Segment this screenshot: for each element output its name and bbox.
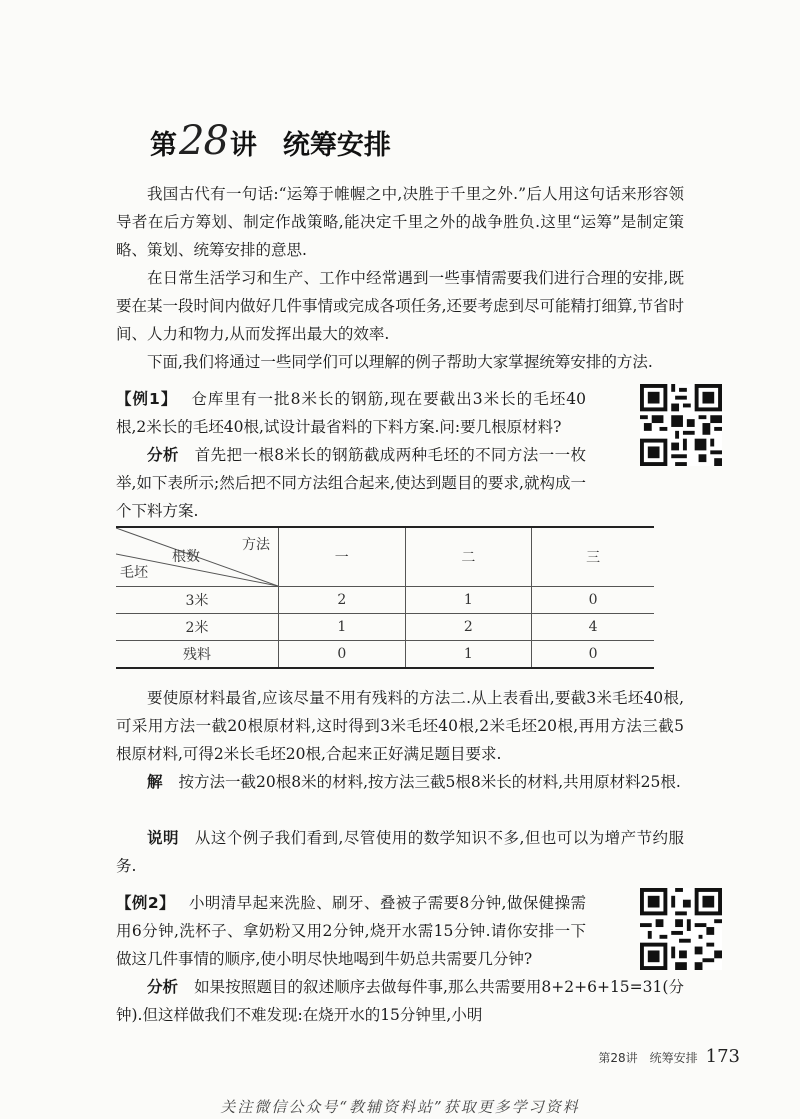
example1-analysis-text: 首先把一根8米长的钢筋截成两种毛坯的不同方法一一枚举,如下表所示;然后把不同方法组合起来,使达到题目的要求,就构成一个下料方案.: [116, 446, 586, 520]
example2-analysis: [116, 973, 684, 1029]
lecture-name: 统筹安排: [282, 130, 391, 161]
column-header-method-1: 一: [279, 527, 406, 587]
corner-method-label: 方法: [242, 537, 270, 553]
solution-label: 解: [147, 773, 163, 791]
footer-section: 第28讲 统筹安排: [598, 1051, 698, 1065]
note-text: 从这个例子我们看到,尽管使用的数学知识不多,但也可以为增产节约服务.: [116, 829, 684, 875]
intro-paragraph-1: 我国古代有一句话:“运筹于帷幄之中,决胜于千里之外.”后人用这句话来形容领导者在后方筹划、制定作战策略,能决定千里之外的战争胜负.这里“运筹”是制定策略、策划、统筹安排的意思.: [116, 185, 684, 259]
example1-text: 仓库里有一批8米长的钢筋,现在要截出3米长的毛坯40根,2米长的毛坯40根,试设计最省料的下料方案.问:要几根原材料?: [116, 390, 586, 436]
intro-paragraph-2: 在日常生活学习和生产、工作中经常遇到一些事情需要我们进行合理的安排,既要在某一段时间内做好几件事情或完成各项任务,还要考虑到尽可能精打细算,节省时间、人力和物力,从而发挥出最大的效率.: [116, 269, 684, 343]
example2-text: 小明清早起来洗脸、刷牙、叠被子需要8分钟,做保健操需用6分钟,洗杯子、拿奶粉又用2分钟,烧开水需15分钟.请你安排一下做这几件事情的顺序,使小明尽快地喝到牛奶总共需要几分钟?: [116, 894, 586, 968]
lecture-number: 28: [179, 118, 228, 164]
row-label: 2米: [116, 614, 279, 641]
table-cell: 2: [279, 587, 406, 614]
watermark-text: 关注微信公众号“教辅资料站”获取更多学习资料: [220, 1098, 580, 1116]
table-cell: 0: [279, 641, 406, 669]
table-cell: 0: [532, 587, 654, 614]
solution-text: 按方法一截20根8米的材料,按方法三截5根8米长的材料,共用原材料25根.: [178, 773, 681, 791]
table-row: [116, 641, 654, 669]
table-row: [116, 587, 654, 614]
column-header-method-3: 三: [532, 527, 654, 587]
table-cell: 4: [532, 614, 654, 641]
table-cell: 1: [279, 614, 406, 641]
row-label: 3米: [116, 587, 279, 614]
note-label: 说明: [147, 829, 179, 847]
example1-analysis-label: 分析: [147, 446, 179, 464]
example1-note: [116, 824, 684, 880]
table-cell: 1: [405, 641, 532, 669]
table-cell: 0: [532, 641, 654, 669]
example1-solution: [116, 768, 684, 796]
example1-problem: [116, 385, 586, 441]
corner-blank-label: 毛坯: [120, 565, 148, 581]
table-row: [116, 614, 654, 641]
table-corner-cell: [116, 527, 279, 587]
row-label: 残料: [116, 641, 279, 669]
title-prefix: 第: [150, 130, 177, 161]
example1-label: 【例1】: [116, 390, 178, 408]
intro-paragraph-3: 下面,我们将通过一些同学们可以理解的例子帮助大家掌握统筹安排的方法.: [147, 353, 653, 371]
example2-problem: [116, 889, 586, 973]
table-cell: 2: [405, 614, 532, 641]
example2-analysis-text: 如果按照题目的叙述顺序去做每件事,那么共需要用8+2+6+15=31(分钟).但这样做我们不难发现:在烧开水的15分钟里,小明: [116, 978, 684, 1024]
page-number: 173: [705, 1046, 740, 1067]
column-header-method-2: 二: [405, 527, 532, 587]
example1-discussion: 要使原材料最省,应该尽量不用有残料的方法二.从上表看出,要截3米毛坯40根,可采用方法一截20根原材料,这时得到3米毛坯40根,2米毛坯20根,再用方法三截5根原材料,可得2米长毛坯20根,合起来正好满足题目要求.: [116, 689, 684, 763]
example1-analysis: [116, 441, 586, 525]
example2-label: 【例2】: [116, 894, 175, 912]
table-cell: 1: [405, 587, 532, 614]
cutting-methods-table: [116, 526, 654, 669]
qr-code-icon: [640, 888, 722, 970]
page-footer: [598, 1046, 740, 1067]
lecture-title: [150, 118, 391, 168]
table-header-row: [116, 527, 654, 587]
title-suffix: 讲: [229, 130, 257, 161]
corner-count-label: 根数: [172, 549, 200, 565]
example2-analysis-label: 分析: [147, 978, 179, 996]
qr-code-icon: [640, 384, 722, 466]
